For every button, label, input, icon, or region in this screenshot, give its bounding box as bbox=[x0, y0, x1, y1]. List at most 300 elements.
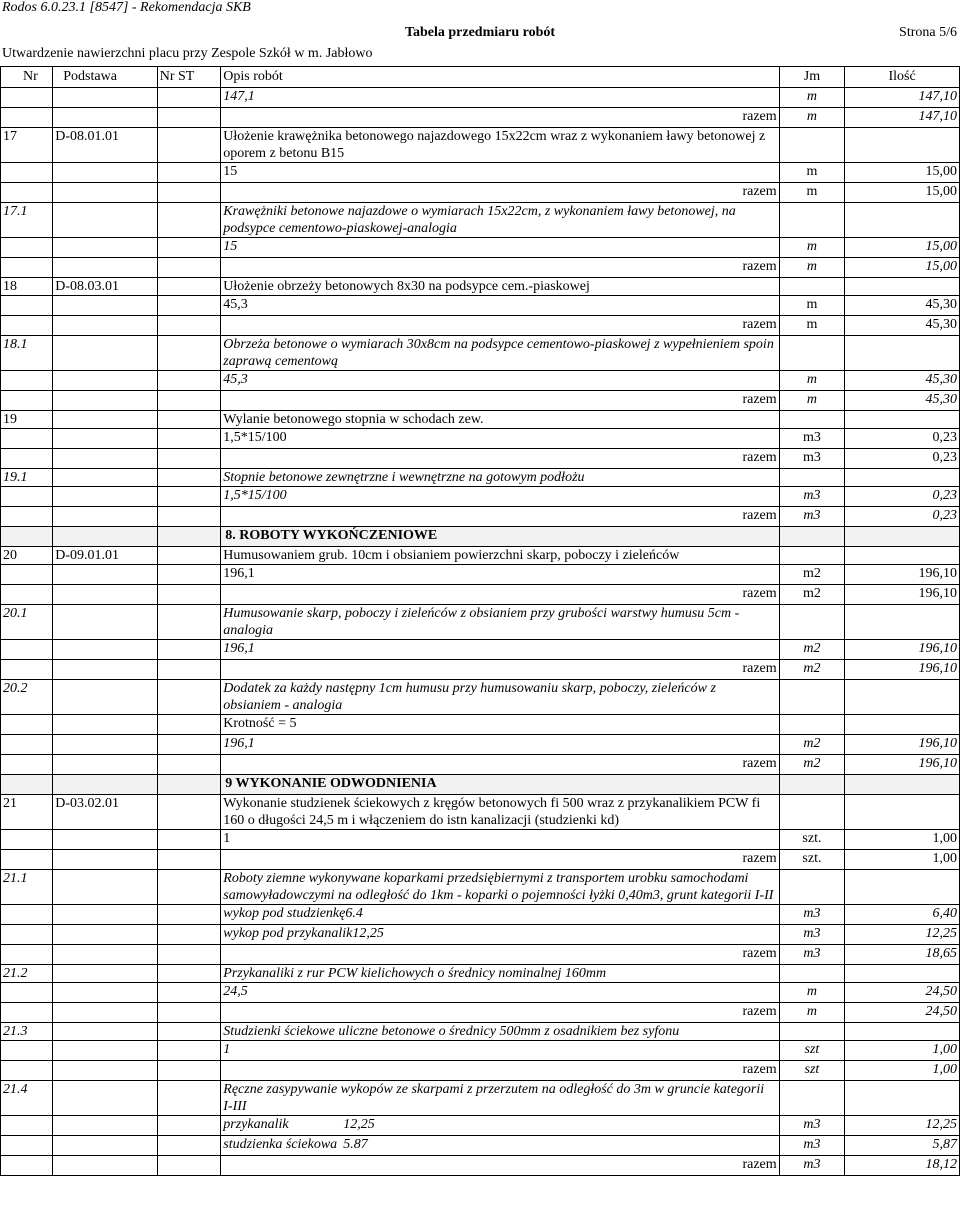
position-description: Humusowanie skarp, poboczy i zieleńców z obsianiem przy grubości warstwy humusu 5cm - analogia bbox=[221, 605, 779, 640]
quantity: 15,00 bbox=[845, 238, 960, 258]
total-label: razem bbox=[221, 755, 779, 775]
empty-cell bbox=[1, 371, 53, 391]
empty-cell bbox=[157, 1156, 221, 1176]
quantity: 196,10 bbox=[845, 640, 960, 660]
empty-cell bbox=[845, 775, 960, 795]
total-row bbox=[1, 945, 960, 965]
measurement-expression bbox=[221, 1116, 779, 1136]
document-title: Tabela przedmiaru robót bbox=[404, 25, 556, 40]
position-st bbox=[157, 605, 221, 640]
empty-cell bbox=[53, 1116, 158, 1136]
unit: m3 bbox=[779, 429, 845, 449]
empty-cell bbox=[157, 585, 221, 605]
unit: m3 bbox=[779, 1116, 845, 1136]
empty-cell bbox=[157, 1061, 221, 1081]
total-unit: m2 bbox=[779, 660, 845, 680]
measurement-value: 1 bbox=[223, 1042, 231, 1057]
empty-cell bbox=[53, 1136, 158, 1156]
measurement-value: Krotność = 5 bbox=[223, 716, 297, 731]
position-jm bbox=[779, 547, 845, 565]
total-row bbox=[1, 507, 960, 527]
empty-cell bbox=[1, 945, 53, 965]
quantity: 196,10 bbox=[845, 565, 960, 585]
position-row bbox=[1, 469, 960, 487]
empty-cell bbox=[53, 585, 158, 605]
position-quantity bbox=[845, 336, 960, 371]
empty-cell bbox=[1, 1061, 53, 1081]
total-row bbox=[1, 449, 960, 469]
measurement-expression bbox=[221, 640, 779, 660]
total-quantity: 0,23 bbox=[845, 449, 960, 469]
measurement-row bbox=[1, 640, 960, 660]
empty-cell bbox=[53, 487, 158, 507]
empty-cell bbox=[1, 296, 53, 316]
measurement-expression bbox=[221, 1136, 779, 1156]
position-quantity bbox=[845, 1023, 960, 1041]
position-basis bbox=[53, 1023, 158, 1041]
total-unit: m3 bbox=[779, 945, 845, 965]
empty-cell bbox=[157, 391, 221, 411]
empty-cell bbox=[1, 1156, 53, 1176]
measurement-value: 12,25 bbox=[343, 1117, 375, 1132]
quantity: 5,87 bbox=[845, 1136, 960, 1156]
total-label: razem bbox=[221, 316, 779, 336]
position-basis: D-03.02.01 bbox=[53, 795, 158, 830]
unit: m bbox=[779, 163, 845, 183]
measurement-expression bbox=[221, 238, 779, 258]
section-title: 9 WYKONANIE ODWODNIENIA bbox=[221, 775, 779, 795]
empty-cell bbox=[53, 371, 158, 391]
total-quantity: 196,10 bbox=[845, 755, 960, 775]
total-row bbox=[1, 258, 960, 278]
total-label: razem bbox=[221, 1156, 779, 1176]
empty-cell bbox=[1, 735, 53, 755]
empty-cell bbox=[1, 830, 53, 850]
empty-cell bbox=[53, 1003, 158, 1023]
empty-cell bbox=[1, 88, 53, 108]
col-header-nr: Nr bbox=[1, 67, 53, 88]
total-row bbox=[1, 660, 960, 680]
position-row bbox=[1, 278, 960, 296]
position-quantity bbox=[845, 870, 960, 905]
measurement-value: 196,1 bbox=[223, 566, 255, 581]
col-header-ilosc: Ilość bbox=[845, 67, 960, 88]
quantity: 15,00 bbox=[845, 163, 960, 183]
position-basis bbox=[53, 870, 158, 905]
measurement-row bbox=[1, 925, 960, 945]
position-basis bbox=[53, 605, 158, 640]
total-unit: m bbox=[779, 391, 845, 411]
position-quantity bbox=[845, 605, 960, 640]
total-label: razem bbox=[221, 850, 779, 870]
position-quantity bbox=[845, 203, 960, 238]
measurement-value: 24,5 bbox=[223, 984, 248, 999]
quantity: 45,30 bbox=[845, 371, 960, 391]
section-title: 8. ROBOTY WYKOŃCZENIOWE bbox=[221, 527, 779, 547]
position-number: 18.1 bbox=[1, 336, 53, 371]
position-row bbox=[1, 203, 960, 238]
measurement-label: wykop pod studzienkę bbox=[223, 906, 346, 921]
unit: m3 bbox=[779, 487, 845, 507]
position-st bbox=[157, 411, 221, 429]
total-unit: szt. bbox=[779, 850, 845, 870]
empty-cell bbox=[157, 449, 221, 469]
total-unit: m3 bbox=[779, 1156, 845, 1176]
empty-cell bbox=[157, 371, 221, 391]
unit: m bbox=[779, 88, 845, 108]
position-number: 20 bbox=[1, 547, 53, 565]
empty-cell bbox=[53, 565, 158, 585]
empty-cell bbox=[157, 983, 221, 1003]
measurement-expression bbox=[221, 163, 779, 183]
measurement-expression bbox=[221, 983, 779, 1003]
measurement-row bbox=[1, 371, 960, 391]
total-label: razem bbox=[221, 108, 779, 128]
position-row bbox=[1, 870, 960, 905]
empty-cell bbox=[1, 983, 53, 1003]
empty-cell bbox=[53, 1061, 158, 1081]
measurement-expression bbox=[221, 735, 779, 755]
position-basis bbox=[53, 469, 158, 487]
position-description: Studzienki ściekowe uliczne betonowe o średnicy 500mm z osadnikiem bez syfonu bbox=[221, 1023, 779, 1041]
section-row bbox=[1, 527, 960, 547]
empty-cell bbox=[53, 715, 158, 735]
project-name: Utwardzenie nawierzchni placu przy Zespole Szkół w m. Jabłowo bbox=[2, 46, 373, 61]
position-quantity bbox=[845, 547, 960, 565]
empty-cell bbox=[157, 775, 221, 795]
empty-cell bbox=[1, 449, 53, 469]
quantity: 1,00 bbox=[845, 1041, 960, 1061]
position-st bbox=[157, 336, 221, 371]
position-jm bbox=[779, 870, 845, 905]
empty-cell bbox=[53, 238, 158, 258]
position-row bbox=[1, 605, 960, 640]
empty-cell bbox=[53, 527, 158, 547]
empty-cell bbox=[53, 1041, 158, 1061]
position-basis: D-08.01.01 bbox=[53, 128, 158, 163]
empty-cell bbox=[157, 640, 221, 660]
measurement-expression bbox=[221, 565, 779, 585]
empty-cell bbox=[157, 238, 221, 258]
empty-cell bbox=[53, 88, 158, 108]
position-number: 19 bbox=[1, 411, 53, 429]
table-header-row bbox=[1, 67, 960, 88]
empty-cell bbox=[53, 429, 158, 449]
empty-cell bbox=[157, 507, 221, 527]
position-quantity bbox=[845, 411, 960, 429]
position-quantity bbox=[845, 469, 960, 487]
position-basis bbox=[53, 411, 158, 429]
position-st bbox=[157, 680, 221, 715]
empty-cell bbox=[1, 429, 53, 449]
empty-cell bbox=[157, 1116, 221, 1136]
empty-cell bbox=[53, 183, 158, 203]
empty-cell bbox=[157, 850, 221, 870]
measurement-row bbox=[1, 565, 960, 585]
position-description: Humusowaniem grub. 10cm i obsianiem powierzchni skarp, poboczy i zieleńców bbox=[221, 547, 779, 565]
position-number: 18 bbox=[1, 278, 53, 296]
position-number: 21.4 bbox=[1, 1081, 53, 1116]
position-description: Roboty ziemne wykonywane koparkami przedsiębiernymi z transportem urobku samochodami samowyładowczymi na odległość do 1km - koparki o pojemności łyżki 0,40m3, grunt kategorii I-II bbox=[221, 870, 779, 905]
empty-cell bbox=[53, 945, 158, 965]
empty-cell bbox=[53, 391, 158, 411]
measurement-value: 196,1 bbox=[223, 736, 255, 751]
measurement-value: 45,3 bbox=[223, 297, 248, 312]
measurement-row bbox=[1, 296, 960, 316]
total-quantity: 1,00 bbox=[845, 850, 960, 870]
total-label: razem bbox=[221, 585, 779, 605]
position-quantity bbox=[845, 128, 960, 163]
total-quantity: 196,10 bbox=[845, 585, 960, 605]
unit: m2 bbox=[779, 640, 845, 660]
position-description: Ręczne zasypywanie wykopów ze skarpami z przerzutem na odległość do 3m w gruncie kategorii I-III bbox=[221, 1081, 779, 1116]
quantity: 45,30 bbox=[845, 296, 960, 316]
total-unit: m2 bbox=[779, 585, 845, 605]
position-number: 20.1 bbox=[1, 605, 53, 640]
empty-cell bbox=[1, 316, 53, 336]
empty-cell bbox=[53, 905, 158, 925]
empty-cell bbox=[1, 1116, 53, 1136]
empty-cell bbox=[1, 258, 53, 278]
measurement-value: 147,1 bbox=[223, 89, 255, 104]
measurement-label: przykanalik bbox=[223, 1117, 289, 1132]
total-quantity: 15,00 bbox=[845, 258, 960, 278]
empty-cell bbox=[157, 108, 221, 128]
position-quantity bbox=[845, 680, 960, 715]
empty-cell bbox=[53, 316, 158, 336]
total-label: razem bbox=[221, 660, 779, 680]
total-row bbox=[1, 183, 960, 203]
empty-cell bbox=[1, 507, 53, 527]
position-row bbox=[1, 336, 960, 371]
total-unit: m bbox=[779, 1003, 845, 1023]
total-unit: szt bbox=[779, 1061, 845, 1081]
measurement-expression bbox=[221, 905, 779, 925]
unit: m2 bbox=[779, 735, 845, 755]
position-basis bbox=[53, 203, 158, 238]
position-st bbox=[157, 128, 221, 163]
measurement-expression bbox=[221, 296, 779, 316]
position-basis bbox=[53, 336, 158, 371]
position-description: Krawężniki betonowe najazdowe o wymiarach 15x22cm, z wykonaniem ławy betonowej, na podsypce cementowo-piaskowej-analogia bbox=[221, 203, 779, 238]
multiplier-row bbox=[1, 715, 960, 735]
quantity: 0,23 bbox=[845, 429, 960, 449]
total-label: razem bbox=[221, 1003, 779, 1023]
empty-cell bbox=[53, 983, 158, 1003]
position-number: 21.3 bbox=[1, 1023, 53, 1041]
position-number: 20.2 bbox=[1, 680, 53, 715]
total-unit: m bbox=[779, 316, 845, 336]
position-quantity bbox=[845, 795, 960, 830]
quantity: 24,50 bbox=[845, 983, 960, 1003]
total-label: razem bbox=[221, 945, 779, 965]
total-row bbox=[1, 316, 960, 336]
position-jm bbox=[779, 128, 845, 163]
measurement-label: wykop pod przykanalik bbox=[223, 926, 353, 941]
total-unit: m2 bbox=[779, 755, 845, 775]
position-row bbox=[1, 547, 960, 565]
empty-cell bbox=[157, 487, 221, 507]
measurement-row bbox=[1, 88, 960, 108]
measurement-row bbox=[1, 238, 960, 258]
unit: m3 bbox=[779, 905, 845, 925]
empty-cell bbox=[53, 507, 158, 527]
position-jm bbox=[779, 680, 845, 715]
unit: m bbox=[779, 983, 845, 1003]
empty-cell bbox=[157, 565, 221, 585]
total-unit: m bbox=[779, 183, 845, 203]
measurement-value: 45,3 bbox=[223, 372, 248, 387]
total-unit: m bbox=[779, 108, 845, 128]
total-unit: m3 bbox=[779, 449, 845, 469]
measurement-value: 1 bbox=[223, 831, 231, 846]
empty-cell bbox=[1, 1003, 53, 1023]
position-basis bbox=[53, 965, 158, 983]
quantity: 6,40 bbox=[845, 905, 960, 925]
empty-cell bbox=[53, 850, 158, 870]
position-quantity bbox=[845, 1081, 960, 1116]
position-basis: D-08.03.01 bbox=[53, 278, 158, 296]
empty-cell bbox=[53, 755, 158, 775]
total-unit: m bbox=[779, 258, 845, 278]
empty-cell bbox=[157, 660, 221, 680]
unit: m bbox=[779, 371, 845, 391]
empty-cell bbox=[1, 715, 53, 735]
empty-cell bbox=[53, 830, 158, 850]
multiplier-text bbox=[221, 715, 779, 735]
empty-cell bbox=[157, 183, 221, 203]
empty-cell bbox=[157, 1003, 221, 1023]
empty-cell bbox=[157, 925, 221, 945]
empty-cell bbox=[779, 527, 845, 547]
unit bbox=[779, 715, 845, 735]
position-jm bbox=[779, 795, 845, 830]
empty-cell bbox=[157, 1041, 221, 1061]
total-quantity: 196,10 bbox=[845, 660, 960, 680]
empty-cell bbox=[53, 449, 158, 469]
empty-cell bbox=[157, 429, 221, 449]
total-label: razem bbox=[221, 507, 779, 527]
col-header-jm: Jm bbox=[779, 67, 845, 88]
table-body bbox=[1, 88, 960, 1176]
quantity: 1,00 bbox=[845, 830, 960, 850]
position-jm bbox=[779, 1081, 845, 1116]
position-basis bbox=[53, 680, 158, 715]
total-label: razem bbox=[221, 391, 779, 411]
empty-cell bbox=[1, 163, 53, 183]
position-st bbox=[157, 469, 221, 487]
empty-cell bbox=[1, 108, 53, 128]
measurement-expression bbox=[221, 925, 779, 945]
total-quantity: 24,50 bbox=[845, 1003, 960, 1023]
unit: m2 bbox=[779, 565, 845, 585]
measurement-row bbox=[1, 830, 960, 850]
total-row bbox=[1, 391, 960, 411]
total-row bbox=[1, 585, 960, 605]
position-number: 21.1 bbox=[1, 870, 53, 905]
empty-cell bbox=[157, 830, 221, 850]
measurement-row bbox=[1, 487, 960, 507]
measurement-row bbox=[1, 905, 960, 925]
measurement-value: 1,5*15/100 bbox=[223, 488, 287, 503]
position-row bbox=[1, 795, 960, 830]
empty-cell bbox=[53, 296, 158, 316]
col-header-nrst: Nr ST bbox=[157, 67, 221, 88]
empty-cell bbox=[157, 88, 221, 108]
empty-cell bbox=[53, 163, 158, 183]
empty-cell bbox=[157, 258, 221, 278]
empty-cell bbox=[1, 585, 53, 605]
empty-cell bbox=[1, 660, 53, 680]
position-st bbox=[157, 203, 221, 238]
measurement-expression bbox=[221, 830, 779, 850]
empty-cell bbox=[1, 775, 53, 795]
position-jm bbox=[779, 203, 845, 238]
position-jm bbox=[779, 411, 845, 429]
position-quantity bbox=[845, 278, 960, 296]
measurement-expression bbox=[221, 487, 779, 507]
empty-cell bbox=[1, 183, 53, 203]
unit: m3 bbox=[779, 1136, 845, 1156]
empty-cell bbox=[53, 775, 158, 795]
position-st bbox=[157, 278, 221, 296]
position-jm bbox=[779, 1023, 845, 1041]
empty-cell bbox=[53, 660, 158, 680]
measurement-value: 5.87 bbox=[343, 1137, 368, 1152]
position-basis bbox=[53, 1081, 158, 1116]
empty-cell bbox=[157, 715, 221, 735]
quantity bbox=[845, 715, 960, 735]
empty-cell bbox=[1, 1136, 53, 1156]
position-jm bbox=[779, 336, 845, 371]
quantity: 12,25 bbox=[845, 925, 960, 945]
position-jm bbox=[779, 278, 845, 296]
unit: m bbox=[779, 296, 845, 316]
position-quantity bbox=[845, 965, 960, 983]
measurement-row bbox=[1, 429, 960, 449]
measurement-expression bbox=[221, 371, 779, 391]
przedmiar-table bbox=[0, 66, 960, 1176]
app-title: Rodos 6.0.23.1 [8547] - Rekomendacja SKB bbox=[2, 0, 251, 15]
position-st bbox=[157, 795, 221, 830]
position-description: Ułożenie krawężnika betonowego najazdowego 15x22cm wraz z wykonaniem ławy betonowej z oporem z betonu B15 bbox=[221, 128, 779, 163]
unit: szt. bbox=[779, 830, 845, 850]
position-row bbox=[1, 1023, 960, 1041]
measurement-value: 196,1 bbox=[223, 641, 255, 656]
section-row bbox=[1, 775, 960, 795]
empty-cell bbox=[1, 755, 53, 775]
unit: szt bbox=[779, 1041, 845, 1061]
position-row bbox=[1, 411, 960, 429]
total-label: razem bbox=[221, 1061, 779, 1081]
empty-cell bbox=[845, 527, 960, 547]
empty-cell bbox=[1, 640, 53, 660]
total-unit: m3 bbox=[779, 507, 845, 527]
empty-cell bbox=[1, 925, 53, 945]
measurement-expression bbox=[221, 429, 779, 449]
measurement-value: 15 bbox=[223, 164, 238, 179]
measurement-row bbox=[1, 1116, 960, 1136]
total-row bbox=[1, 1061, 960, 1081]
unit: m3 bbox=[779, 925, 845, 945]
empty-cell bbox=[1, 565, 53, 585]
quantity: 147,10 bbox=[845, 88, 960, 108]
position-description: Wykonanie studzienek ściekowych z kręgów betonowych fi 500 wraz z przykanalikiem PCW fi 160 o długości 24,5 m i włączeniem do istn kanalizacji (studzienki kd) bbox=[221, 795, 779, 830]
total-quantity: 0,23 bbox=[845, 507, 960, 527]
empty-cell bbox=[53, 925, 158, 945]
empty-cell bbox=[157, 735, 221, 755]
measurement-expression bbox=[221, 88, 779, 108]
